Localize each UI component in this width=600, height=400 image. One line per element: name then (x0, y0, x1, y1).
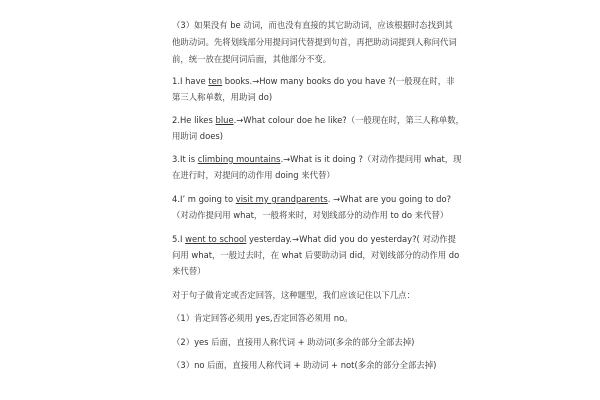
example-4-line-2: （对动作提问用 what，一般将来时，对划线部分的动作用 to do 来代替） (172, 210, 449, 220)
example-5-line-1 (172, 234, 456, 245)
example-1-line-2: 第三人称单数，用助词 do) (172, 92, 273, 102)
example-2-line-1 (172, 115, 464, 126)
example-4-underlined: visit my grandparents (235, 194, 328, 204)
example-1-pre: 1.I have (172, 76, 209, 86)
intro-line-2: 他助动词。先将划线部分用提问词代替提到句首，再把助动词提到人称问代词 (172, 37, 457, 47)
example-3-line-2: 在进行时，对提问的动作用 doing 来代替） (172, 170, 335, 180)
rule-1: （1）肯定回答必须用 yes,否定回答必须用 no。 (172, 313, 353, 323)
example-2-underlined: blue (215, 115, 234, 125)
answer-intro: 对于句子做肯定或否定回答，这种题型，我们应该记住以下几点： (172, 290, 415, 300)
example-5-line-3: 来代替） (172, 266, 206, 276)
rule-3: （3）no 后面，直接用人称代词 + 助动词 + not(多余的部分全部去掉) (172, 360, 437, 370)
example-2-line-2: 用助词 does) (172, 131, 224, 141)
intro-line-3: 前，统一放在提问词后面，其他部分不变。 (172, 54, 332, 64)
rule-2: （2）yes 后面，直接用人称代词 + 助动词(多余的部分全部去掉) (172, 337, 415, 347)
example-3-line-1 (172, 154, 462, 165)
example-1-post: books.→How many books do you have ?(一般现在时，非 (222, 76, 455, 86)
example-5-post: yesterday.→What did you do yesterday?( 对动作提 (246, 234, 456, 244)
example-5-underlined: went to school (185, 234, 247, 244)
intro-line-1: （3）如果没有 be 动词，而也没有直接的其它助动词，应该根据时态找到其 (172, 20, 453, 30)
example-4-line-1 (172, 194, 451, 205)
example-1-underlined: ten (208, 76, 223, 86)
example-2-pre: 2.He likes (172, 115, 216, 125)
example-5-pre: 5.I (172, 234, 186, 244)
example-4-post: . →What are you going to do? (327, 194, 452, 204)
example-3-underlined: climbing mountains (197, 154, 281, 164)
example-1-line-1 (172, 76, 455, 87)
example-3-post: .→What is it doing ?（对动作提问用 what，现 (280, 154, 462, 164)
example-2-post: .→What colour doe he like?（一般现在时，第三人称单数， (233, 115, 464, 125)
example-4-pre: 4.I’ m going to (172, 194, 236, 204)
example-5-line-2: 问用 what，一般过去时，在 what 后要助动词 did，对划线部分的动作用 do (172, 250, 460, 260)
example-3-pre: 3.It is (172, 154, 198, 164)
